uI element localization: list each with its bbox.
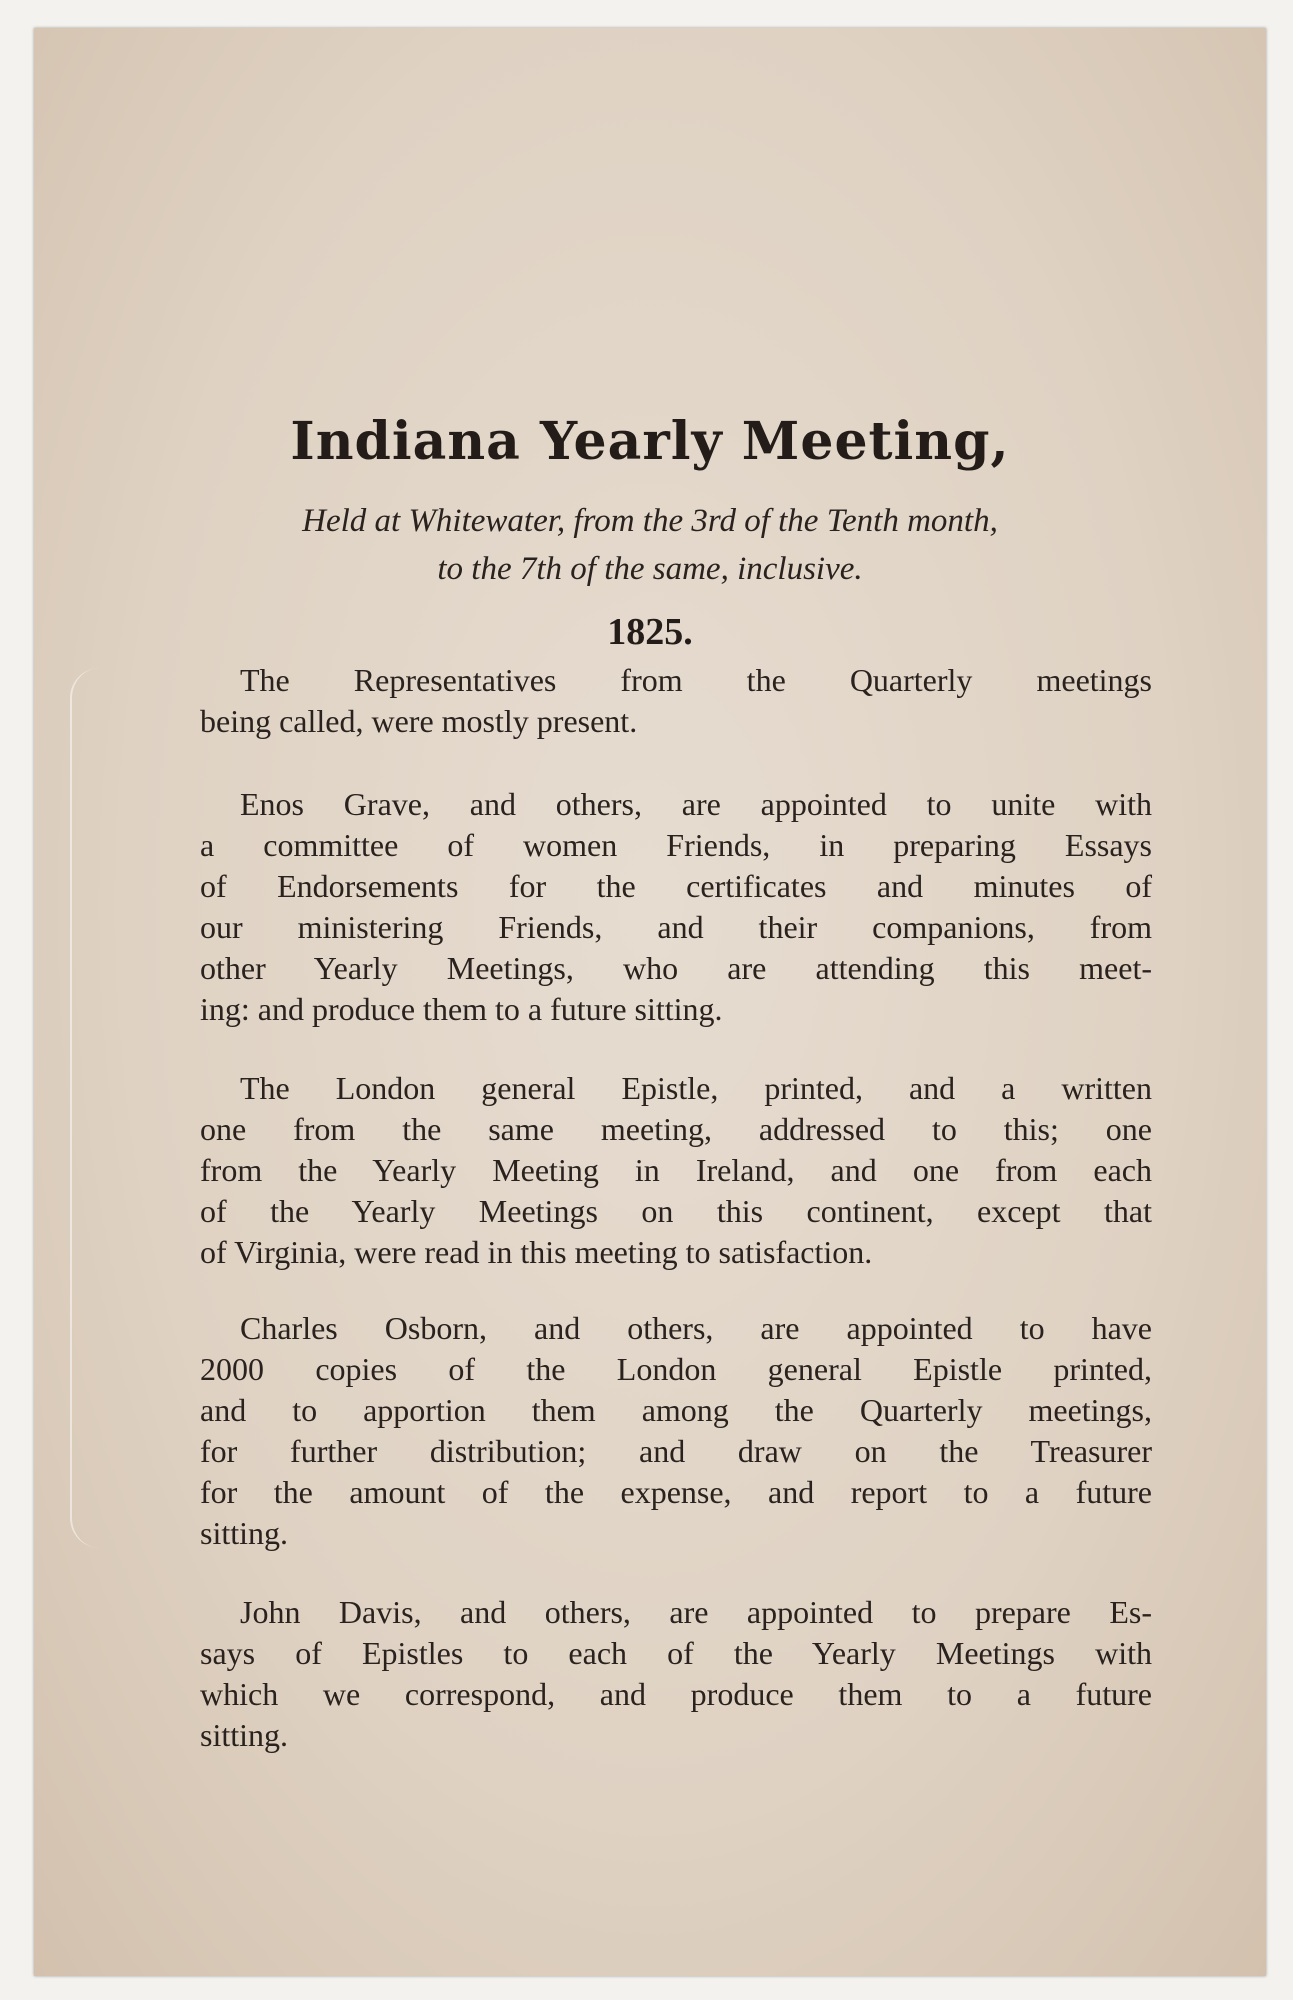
text-line: of Endorsements for the certificates and minutes of	[200, 868, 1152, 904]
text-line: and to apportion them among the Quarterly meetings,	[200, 1392, 1152, 1428]
text-line: says of Epistles to each of the Yearly Meetings with	[200, 1635, 1152, 1671]
document-title: Indiana Yearly Meeting,	[290, 411, 1010, 472]
subtitle-line-1: Held at Whitewater, from the 3rd of the Tenth month,	[302, 503, 998, 539]
text-line: John Davis, and others, are appointed to prepare Es-	[240, 1594, 1152, 1630]
text-line: Enos Grave, and others, are appointed to unite with	[240, 786, 1152, 822]
text-line: The London general Epistle, printed, and a written	[240, 1070, 1152, 1106]
paragraph	[200, 660, 1152, 742]
document-page	[34, 28, 1266, 1976]
text-line: our ministering Friends, and their companions, from	[200, 909, 1152, 945]
paragraph	[200, 1068, 1152, 1273]
text-line: sitting.	[200, 1515, 289, 1551]
text-line: ing: and produce them to a future sitting.	[200, 991, 723, 1027]
text-line: The Representatives from the Quarterly meetings	[240, 662, 1152, 698]
document-body	[200, 28, 1152, 1928]
paragraph	[200, 1308, 1152, 1554]
binding-edge	[70, 668, 122, 1548]
text-line: Charles Osborn, and others, are appointed to have	[240, 1310, 1152, 1346]
text-line: 2000 copies of the London general Epistle printed,	[200, 1351, 1152, 1387]
text-line: of the Yearly Meetings on this continent, except that	[200, 1193, 1152, 1229]
text-line: other Yearly Meetings, who are attending this meet-	[200, 950, 1152, 986]
text-line: from the Yearly Meeting in Ireland, and one from each	[200, 1152, 1152, 1188]
text-line: one from the same meeting, addressed to this; one	[200, 1111, 1152, 1147]
paragraph	[200, 784, 1152, 1030]
text-line: a committee of women Friends, in preparing Essays	[200, 827, 1152, 863]
text-line: sitting.	[200, 1717, 289, 1753]
document-year: 1825.	[607, 611, 693, 653]
text-line: for the amount of the expense, and report to a future	[200, 1474, 1152, 1510]
subtitle-line-2: to the 7th of the same, inclusive.	[437, 551, 863, 587]
text-line: for further distribution; and draw on the Treasurer	[200, 1433, 1152, 1469]
text-line: which we correspond, and produce them to a future	[200, 1676, 1152, 1712]
text-line: of Virginia, were read in this meeting to satisfaction.	[200, 1234, 873, 1270]
paragraph	[200, 1592, 1152, 1756]
text-line: being called, were mostly present.	[200, 703, 638, 739]
